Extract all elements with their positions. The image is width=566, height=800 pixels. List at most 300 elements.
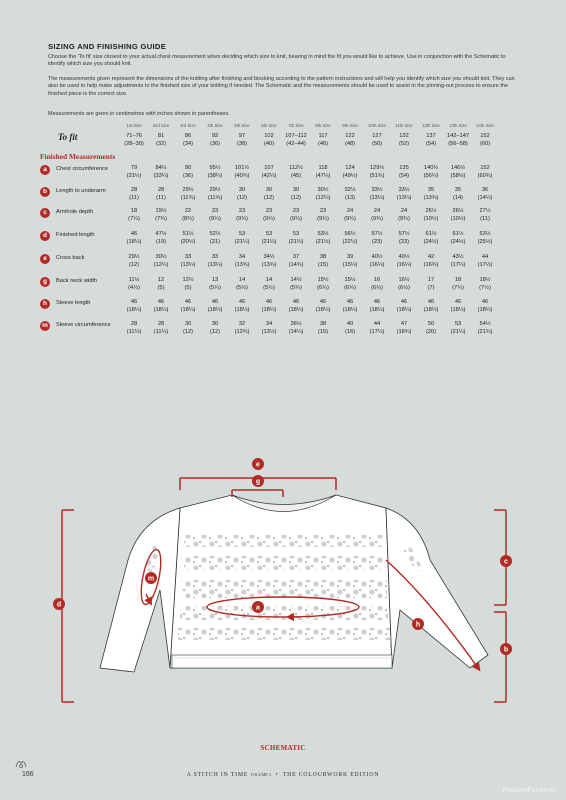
cell-in: (56¼) [423,173,439,179]
cell-in: (11¾) [180,195,196,201]
cell-in: (7¾) [155,216,167,222]
dimension-c-letter: c [504,558,508,566]
cell-cm: 15½ [317,277,329,283]
cell-cm: 118 [318,165,328,171]
footer: A STITCH IN TIME VOLUME 3 • THE COLOURWORK EDITION [186,772,380,778]
to-fit-cm: 142–147 [446,133,470,139]
cell-cm: 54½ [479,321,491,327]
cell-in: (15) [317,262,329,268]
cell-in: (10½) [423,216,439,222]
schematic-title: SCHEMATIC [260,744,306,752]
footer-volume: VOLUME 3 [250,773,272,777]
cell-cm: 16½ [398,277,410,283]
row-letter-badge: d [40,231,50,241]
cell-in: (14¼) [477,195,493,201]
cell-cm: 30 [238,187,246,193]
dimension-m-letter: m [147,575,155,583]
cell-in: (7¼) [128,216,140,222]
page-title: SIZING AND FINISHING GUIDE [48,42,167,51]
row-label: Chest circumference [56,166,109,172]
cell-in: (18¼) [369,307,385,313]
row-letter-badge: m [40,321,50,331]
cell-cm: 46 [427,299,435,305]
cell-in: (12) [209,329,221,335]
cell-cm: 23 [319,208,327,214]
size-header: 4th Size [207,123,223,128]
cell-cm: 34½ [263,254,275,260]
cell-cm: 24 [373,208,381,214]
cell-in: (9¼) [263,216,275,222]
cell-cm: 46 [238,299,246,305]
cell-in: (13¼) [369,195,385,201]
row-letter-badge: c [40,208,50,218]
cell-in: (25½) [477,239,493,245]
cell-cm: 47½ [155,231,167,237]
cell-cm: 51½ [182,231,194,237]
footer-title: A STITCH IN TIME [186,772,249,778]
cell-cm: 57½ [398,231,410,237]
cell-cm: 46 [211,299,219,305]
cell-cm: 19½ [155,208,167,214]
cell-in: (6¼) [344,285,356,291]
cell-cm: 90 [184,165,192,171]
cell-in: (11) [129,195,139,201]
cell-cm: 24 [400,208,408,214]
cell-cm: 12½ [182,277,194,283]
cell-cm: 30½ [155,254,167,260]
cell-cm: 37 [292,254,300,260]
cell-cm: 42 [427,254,435,260]
dimension-b-letter: b [503,646,509,654]
cell-in: (11¼) [153,329,169,335]
cell-in: (16¼) [396,262,412,268]
cell-in: (9¼) [236,216,248,222]
colourwork-band [180,606,388,620]
cell-cm: 22 [184,208,192,214]
row-letter-badge: e [40,254,50,264]
cell-cm: 14½ [290,277,302,283]
to-fit-cm: 122 [345,133,355,139]
to-fit-in: (52) [398,141,410,147]
cell-in: (12) [236,195,248,201]
size-header: 1st Size [126,123,142,128]
cell-in: (10½) [450,216,466,222]
to-fit-in: (46) [317,141,329,147]
cell-cm: 79 [130,165,138,171]
cell-cm: 140½ [423,165,439,171]
size-header: 11th Size [395,123,413,128]
dimension-e-letter: e [256,461,260,469]
to-fit-in: (48) [344,141,356,147]
cell-in: (24½) [450,239,466,245]
row-letter-badge: h [40,299,50,309]
cell-in: (13¾) [234,262,250,268]
cell-in: (5¾) [290,285,302,291]
cell-in: (9¾) [344,216,356,222]
cell-cm: 28 [157,321,165,327]
cell-cm: 28 [130,321,138,327]
to-fit-cm: 97 [238,133,246,139]
cell-cm: 30 [184,321,192,327]
cell-cm: 52½ [209,231,221,237]
cell-in: (12¾) [234,329,250,335]
cell-cm: 53 [238,231,246,237]
cell-cm: 61½ [452,231,464,237]
cell-in: (18¼) [207,307,223,313]
cell-cm: 53 [265,231,273,237]
cell-in: (18¼) [288,307,304,313]
cell-cm: 16 [373,277,381,283]
cell-in: (9¼) [290,216,302,222]
cell-cm: 129½ [369,165,385,171]
cell-in: (18¼) [261,307,277,313]
cell-in: (18¼) [126,307,142,313]
cell-cm: 146½ [450,165,466,171]
cell-cm: 50 [427,321,435,327]
cell-in: (18¼) [423,307,439,313]
dimension-d-letter: d [56,601,62,609]
right-sleeve [386,508,488,668]
cell-in: (23) [398,239,410,245]
cell-in: (11¾) [207,195,223,201]
cell-in: (45) [290,173,302,179]
to-fit-cm: 132 [399,133,409,139]
cell-cm: 30 [292,187,300,193]
cell-cm: 36 [481,187,489,193]
cell-cm: 53½ [317,231,329,237]
cell-cm: 29½ [128,254,140,260]
cell-in: (23) [371,239,383,245]
cell-in: (7½) [479,285,491,291]
footer-edition: THE COLOURWORK EDITION [282,772,380,778]
cell-cm: 23 [265,208,273,214]
cell-cm: 23 [238,208,246,214]
cell-cm: 56½ [344,231,356,237]
cell-in: (7) [427,285,435,291]
cell-in: (24½) [423,239,439,245]
cell-in: (12¼) [153,262,169,268]
cell-in: (51¾) [369,173,385,179]
size-header: 10th Size [368,123,386,128]
cell-in: (22½) [342,239,358,245]
cell-cm: 33 [184,254,192,260]
cell-in: (21¼) [234,239,250,245]
size-header: 12th Size [422,123,440,128]
row-label: Back neck width [56,278,98,284]
intro-paragraph-3: Measurements are given in centimetres with inches shown in parentheses. [48,111,230,117]
cell-in: (11) [480,216,490,222]
to-fit-in: (42–44) [286,141,306,147]
cell-cm: 40 [346,321,354,327]
row-label: Armhole depth [56,209,93,215]
cell-cm: 12 [157,277,165,283]
dimension-g-letter: g [255,478,261,486]
cell-cm: 152 [480,165,490,171]
row-letter-badge: g [40,277,50,287]
to-fit-in: (32) [155,141,167,147]
cell-in: (5½) [263,285,275,291]
cell-in: (12) [182,329,194,335]
to-fit-cm: 102 [264,133,274,139]
cell-in: (18¼) [315,307,331,313]
cell-cm: 53 [292,231,300,237]
cell-cm: 44 [481,254,489,260]
cell-in: (5) [157,285,165,291]
colourwork-band [184,556,384,570]
cell-in: (20½) [180,239,196,245]
cell-in: (40¾) [234,173,250,179]
cell-cm: 27½ [479,208,491,214]
colourwork-band [178,628,390,640]
cell-cm: 38 [319,254,327,260]
cell-cm: 14 [265,277,273,283]
cell-cm: 17 [427,277,435,283]
cell-cm: 28 [157,187,165,193]
cell-in: (9¾) [398,216,410,222]
cell-cm: 28 [130,187,138,193]
cell-in: (16) [344,329,356,335]
cell-cm: 46 [454,299,462,305]
cell-in: (12) [128,262,140,268]
cell-cm: 84½ [155,165,167,171]
cell-cm: 23 [292,208,300,214]
cell-cm: 13 [211,277,219,283]
cell-cm: 36½ [290,321,302,327]
row-label: Finished length [56,232,95,238]
cell-in: (21¾) [477,329,493,335]
cell-in: (12) [290,195,302,201]
cell-in: (18¼) [126,239,142,245]
cell-in: (13¼) [396,195,412,201]
colourwork-band [182,580,387,598]
cell-cm: 35 [454,187,462,193]
cell-in: (13¾) [423,195,439,201]
cell-in: (12¼) [315,195,331,201]
size-header: 6th Size [261,123,277,128]
cell-in: (49½) [342,173,358,179]
cell-cm: 44 [373,321,381,327]
cell-in: (5½) [236,285,248,291]
cell-cm: 46 [373,299,381,305]
to-fit-cm: 117 [318,133,328,139]
cell-cm: 34 [265,321,273,327]
cell-in: (20) [425,329,437,335]
cell-in: (19) [155,239,167,245]
to-fit-cm: 127 [372,133,382,139]
cell-in: (38¼) [207,173,223,179]
cell-in: (15) [317,329,329,335]
cell-in: (5¼) [209,285,221,291]
cell-in: (11¼) [126,329,142,335]
cell-in: (18¾) [396,329,412,335]
size-header: 2nd Size [152,123,170,128]
to-fit-cm: 92 [211,133,219,139]
cell-in: (11) [156,195,166,201]
cell-cm: 33½ [398,187,410,193]
cell-in: (9¼) [209,216,221,222]
cell-in: (14) [452,195,464,201]
cell-cm: 29½ [209,187,221,193]
cell-cm: 11½ [128,277,140,283]
cell-in: (18¼) [342,307,358,313]
to-fit-in: (60) [479,141,491,147]
to-fit-in: (36) [209,141,221,147]
cell-in: (13½) [261,329,277,335]
finished-measurements-label: Finished Measurements [40,152,116,161]
cell-cm: 112½ [289,165,303,171]
cell-in: (13¼) [180,262,196,268]
dimension-a-letter: a [256,604,260,612]
cell-cm: 32½ [344,187,356,193]
to-fit-label: To fit [58,132,78,142]
cell-cm: 101½ [234,165,250,171]
cell-in: (13¼) [207,262,223,268]
cell-in: (18¼) [153,307,169,313]
row-letter-badge: b [40,187,50,197]
to-fit-in: (50) [371,141,383,147]
cell-in: (6¼) [317,285,329,291]
cell-cm: 30 [265,187,273,193]
cell-in: (21¼) [288,239,304,245]
cell-cm: 30½ [317,187,329,193]
cell-cm: 26½ [452,208,464,214]
intro-paragraph-2: The measurements given represent the dimensions of the knitting after finishing and blocking according to the pattern instructions and will help you identify which size you should knit. They can also be used to help make adjustments to the finished size of your knitting if needed. The Schematic and the measurements should be used to assist in the pinning-out process to ensure the finished piece is the correct size. [48,76,515,97]
waist-rib [172,655,392,668]
cell-in: (17¼) [450,262,466,268]
to-fit-in: (56–58) [448,141,468,147]
cell-cm: 46 [319,299,327,305]
cell-cm: 14 [238,277,246,283]
to-fit-cm: 152 [480,133,490,139]
to-fit-cm: 137 [426,133,436,139]
stitch-logo-icon [14,757,28,771]
cell-cm: 63½ [479,231,491,237]
cell-cm: 40½ [398,254,410,260]
cell-cm: 26½ [425,208,437,214]
size-header: 14th Size [476,123,494,128]
cell-cm: 18½ [479,277,491,283]
cell-cm: 35 [427,187,435,193]
cell-in: (18¼) [180,307,196,313]
cell-cm: 29½ [182,187,194,193]
cell-in: (17¼) [369,329,385,335]
size-header: 8th Size [315,123,331,128]
cell-in: (54) [398,173,410,179]
cell-in: (6½) [371,285,383,291]
cell-in: (33¼) [153,173,169,179]
cell-in: (60¾) [477,173,493,179]
cell-in: (14¼) [288,329,304,335]
cell-cm: 40½ [371,254,383,260]
cell-in: (5) [184,285,192,291]
cell-cm: 61½ [425,231,437,237]
cell-cm: 53 [454,321,462,327]
row-label: Cross back [56,255,85,261]
cell-in: (36) [182,173,194,179]
cell-cm: 39 [346,254,354,260]
cell-in: (9¼) [317,216,329,222]
cell-in: (7¼) [452,285,464,291]
cell-cm: 46 [130,231,138,237]
cell-cm: 46 [184,299,192,305]
cell-in: (42¼) [261,173,277,179]
cell-cm: 32 [238,321,246,327]
to-fit-in: (34) [182,141,194,147]
cell-in: (6½) [398,285,410,291]
cell-cm: 34 [238,254,246,260]
cell-cm: 95½ [209,165,221,171]
page-number: 166 [22,771,34,778]
cell-cm: 46 [346,299,354,305]
cell-cm: 18 [454,277,462,283]
cell-cm: 15½ [344,277,356,283]
cell-cm: 33½ [371,187,383,193]
cell-in: (18¼) [450,307,466,313]
cell-in: (13) [344,195,356,201]
cell-cm: 46 [130,299,138,305]
row-label: Sleeve circumference [56,322,111,328]
cell-cm: 124 [345,165,355,171]
watermark: PassionForum.ru [502,787,556,794]
left-sleeve [100,508,180,672]
size-header: 13th Size [449,123,467,128]
cell-in: (15¼) [342,262,358,268]
to-fit-in: (38) [236,141,248,147]
size-header: 7th Size [288,123,304,128]
row-label: Length to underarm [56,188,106,194]
dimension-h-letter: h [415,621,421,629]
cell-in: (14¾) [288,262,304,268]
cell-in: (16¾) [423,262,439,268]
cell-in: (9¾) [371,216,383,222]
size-header: 9th Size [342,123,358,128]
cell-cm: 107 [264,165,274,171]
cell-in: (47¼) [315,173,331,179]
cell-cm: 24 [346,208,354,214]
cell-cm: 38 [319,321,327,327]
cell-in: (21¼) [450,329,466,335]
cell-in: (21) [209,239,221,245]
cell-in: (18¼) [234,307,250,313]
to-fit-cm: 71–76 [126,133,142,139]
row-label: Sleeve length [56,300,91,306]
cell-cm: 23 [211,208,219,214]
to-fit-in: (54) [425,141,437,147]
cell-in: (4½) [128,285,140,291]
cell-in: (17½) [477,262,493,268]
cell-in: (21¼) [261,239,277,245]
cell-cm: 46 [400,299,408,305]
to-fit-in: (40) [263,141,275,147]
cell-cm: 135 [399,165,409,171]
size-header: 3rd Size [180,123,196,128]
to-fit-cm: 107–112 [285,133,307,139]
cell-in: (18¼) [477,307,493,313]
cell-in: (18¼) [396,307,412,313]
size-header: 5th Size [234,123,250,128]
cell-cm: 46 [481,299,489,305]
to-fit-cm: 81 [157,133,165,139]
cell-in: (58½) [450,173,466,179]
cell-cm: 46 [292,299,300,305]
cell-cm: 30 [211,321,219,327]
cell-in: (13¾) [261,262,277,268]
cell-in: (8¾) [182,216,194,222]
intro-paragraph-1: Choose the 'To fit' size closest to your actual chest measurement when deciding which size to knit, bearing in mind the fit you would like to achieve. Use in conjunction with the Schematic to identify which size you should knit. [48,54,506,68]
cell-in: (16¼) [369,262,385,268]
cell-cm: 33 [211,254,219,260]
row-letter-badge: a [40,165,50,175]
